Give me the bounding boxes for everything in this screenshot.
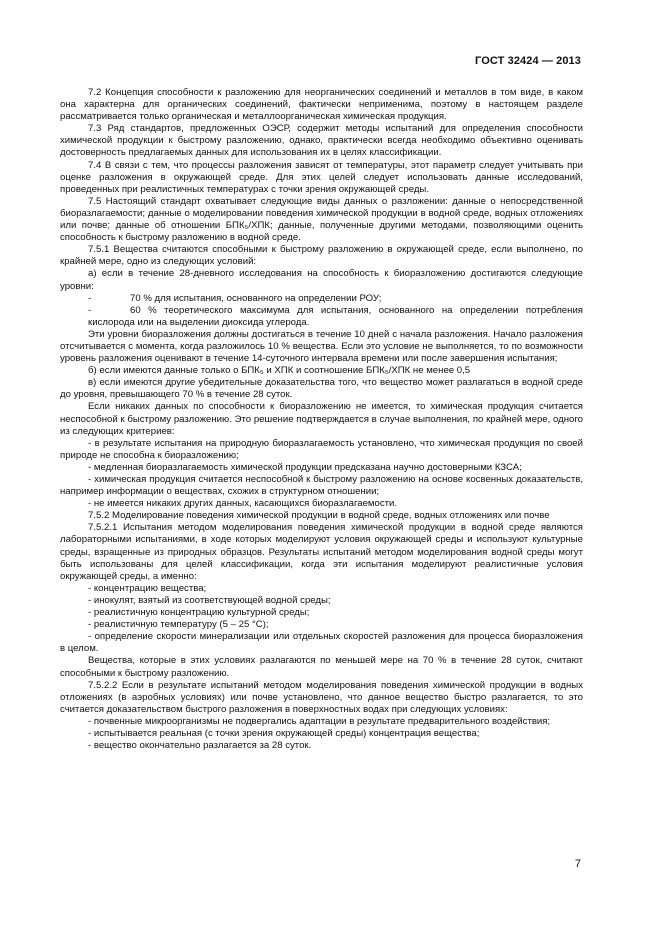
paragraph-7-5-2: 7.5.2 Моделирование поведения химической продукции в водной среде, водных отложениях или почве — [88, 510, 550, 522]
paragraph-7-5-2-2: 7.5.2.2 Если в результате испытаний методом моделирования поведения химической продукции в водных отложениях (в аэробных условиях) или почве установлено, что данное вещество быстро разлагается, то это считается доказательством быстрого разложения в поверхностных водах при следующих условиях: — [60, 679, 583, 715]
paragraph-7-4: 7.4 В связи с тем, что процессы разложения зависят от температуры, этот параметр следует учитывать при оценке разложения в окружающей среде. Для этих целей следует использовать данные исследований, проведенных при реалистичных температурах с точки зрения окружающей среды. — [60, 159, 583, 195]
paragraph-condition-b: б) если имеются данные только о БПК₅ и ХПК и соотношение БПК₅/ХПК не менее 0,5 — [88, 365, 471, 377]
dash-item: - 60 % теоретического максимума для испытания, основанного на определении потребления кислорода или на выделении диоксида углерода. — [88, 304, 583, 328]
page-number: 7 — [574, 858, 581, 870]
paragraph-no-data: Если никаких данных по способности к биоразложению не имеется, то химическая продукция считается неспособной к быстрому разложению. Это решение подтверждается в случае выполнения, по крайней мере, одного из следующих критериев: — [60, 401, 583, 437]
paragraph-condition-v: в) если имеются другие убедительные доказательства того, что вещество может разлагаться в водной среде до уровня, превышающего 70 % в течение 28 суток. — [60, 377, 583, 401]
condition-item: - определение скорости минерализации или отдельных скоростей разложения для процесса биоразложения в целом. — [60, 631, 583, 655]
document-body — [60, 87, 583, 752]
paragraph-7-5-2-1: 7.5.2.1 Испытания методом моделирования поведения химической продукции в водной среде являются лабораторными испытаниями, в ходе которых моделируют условия окружающей среды и используют культурные среды, взращенные из природных образцов. Результаты испытаний методом моделирования водной среды могут быть использованы для целей классификации, когда эти испытания моделируют реалистичные условия окружающей среды, а именно: — [60, 522, 583, 582]
paragraph-7-2: 7.2 Концепция способности к разложению для неорганических соединений и металлов в том виде, в каком она характерна для органических соединений, фактически неприменима, поэтому в настоящем разделе рассматривается только органическая и металлоорганическая химическая продукция. — [60, 87, 583, 123]
paragraph-7-5-1: 7.5.1 Вещества считаются способными к быстрому разложению в окружающей среде, если выполнено, по крайней мере, одно из следующих условий: — [60, 244, 583, 268]
condition-item: - реалистичную температуру (5 – 25 °С); — [88, 619, 269, 631]
paragraph-condition-a: а) если в течение 28-дневного исследования на способность к биоразложению достигаются следующие уровни: — [60, 268, 583, 292]
condition-item: - реалистичную концентрацию культурной среды; — [88, 607, 310, 619]
paragraph-7-5: 7.5 Настоящий стандарт охватывает следующие виды данных о разложении: данные о непосредственной биоразлагаемости; данные о моделировании поведения химической продукции в водной среде, водных отложениях или почве; данные об отношении БПК₅/ХПК; данные, полученные другими методами, позволяющими оценить способность к быстрому разложению в водной среде. — [60, 195, 583, 244]
dash-item-text: 70 % для испытания, основанного на определении РОУ; — [130, 292, 382, 304]
paragraph-7-3: 7.3 Ряд стандартов, предложенных ОЭСР, содержит методы испытаний для определения способности химической продукции к быстрому разложению, однако, практически всегда необходимо объективно оценивать достоверность предлагаемых данных для использования их в целях классификации. — [60, 123, 583, 159]
final-item: - вещество окончательно разлагается за 28 суток. — [88, 740, 312, 752]
criteria-item: - химическая продукция считается неспособной к быстрому разложению на основе косвенных доказательств, например информации о веществах, схожих в структурном отношении; — [60, 474, 583, 498]
criteria-item: - в результате испытания на природную биоразлагаемость установлено, что химическая продукция по своей природе не способна к биоразложению; — [60, 437, 583, 461]
paragraph-substances: Вещества, которые в этих условиях разлагаются по меньшей мере на 70 % в течение 28 суток, считают способными к быстрому разложению. — [60, 655, 583, 679]
dash-item: - 70 % для испытания, основанного на определении РОУ; — [88, 292, 382, 304]
condition-item: - инокулят, взятый из соответствующей водной среды; — [88, 594, 331, 606]
paragraph-levels: Эти уровни биоразложения должны достигаться в течение 10 дней с начала разложения. Начало разложения отсчитывается с момента, когда разложилось 10 % вещества. Если это условие не выполняется, то по возможности уровень разложения оценивают в течение 14-суточного интервала времени или после завершения испытания; — [60, 328, 583, 365]
document-header: ГОСТ 32424 — 2013 — [475, 55, 581, 67]
criteria-item: - медленная биоразлагаемость химической продукции предсказана научно достоверными КЗСА; — [88, 461, 522, 473]
final-item: - почвенные микроорганизмы не подвергались адаптации в результате предварительного воздействия; — [88, 715, 551, 727]
criteria-item: - не имеется никаких других данных, касающихся биоразлагаемости. — [88, 498, 398, 510]
final-item: - испытывается реальная (с точки зрения окружающей среды) концентрация вещества; — [88, 727, 480, 739]
dash-item-text: 60 % теоретического максимума для испытания, основанного на определении потребления кислорода или на выделении диоксида углерода. — [88, 304, 583, 328]
condition-item: - концентрацию вещества; — [88, 582, 207, 594]
